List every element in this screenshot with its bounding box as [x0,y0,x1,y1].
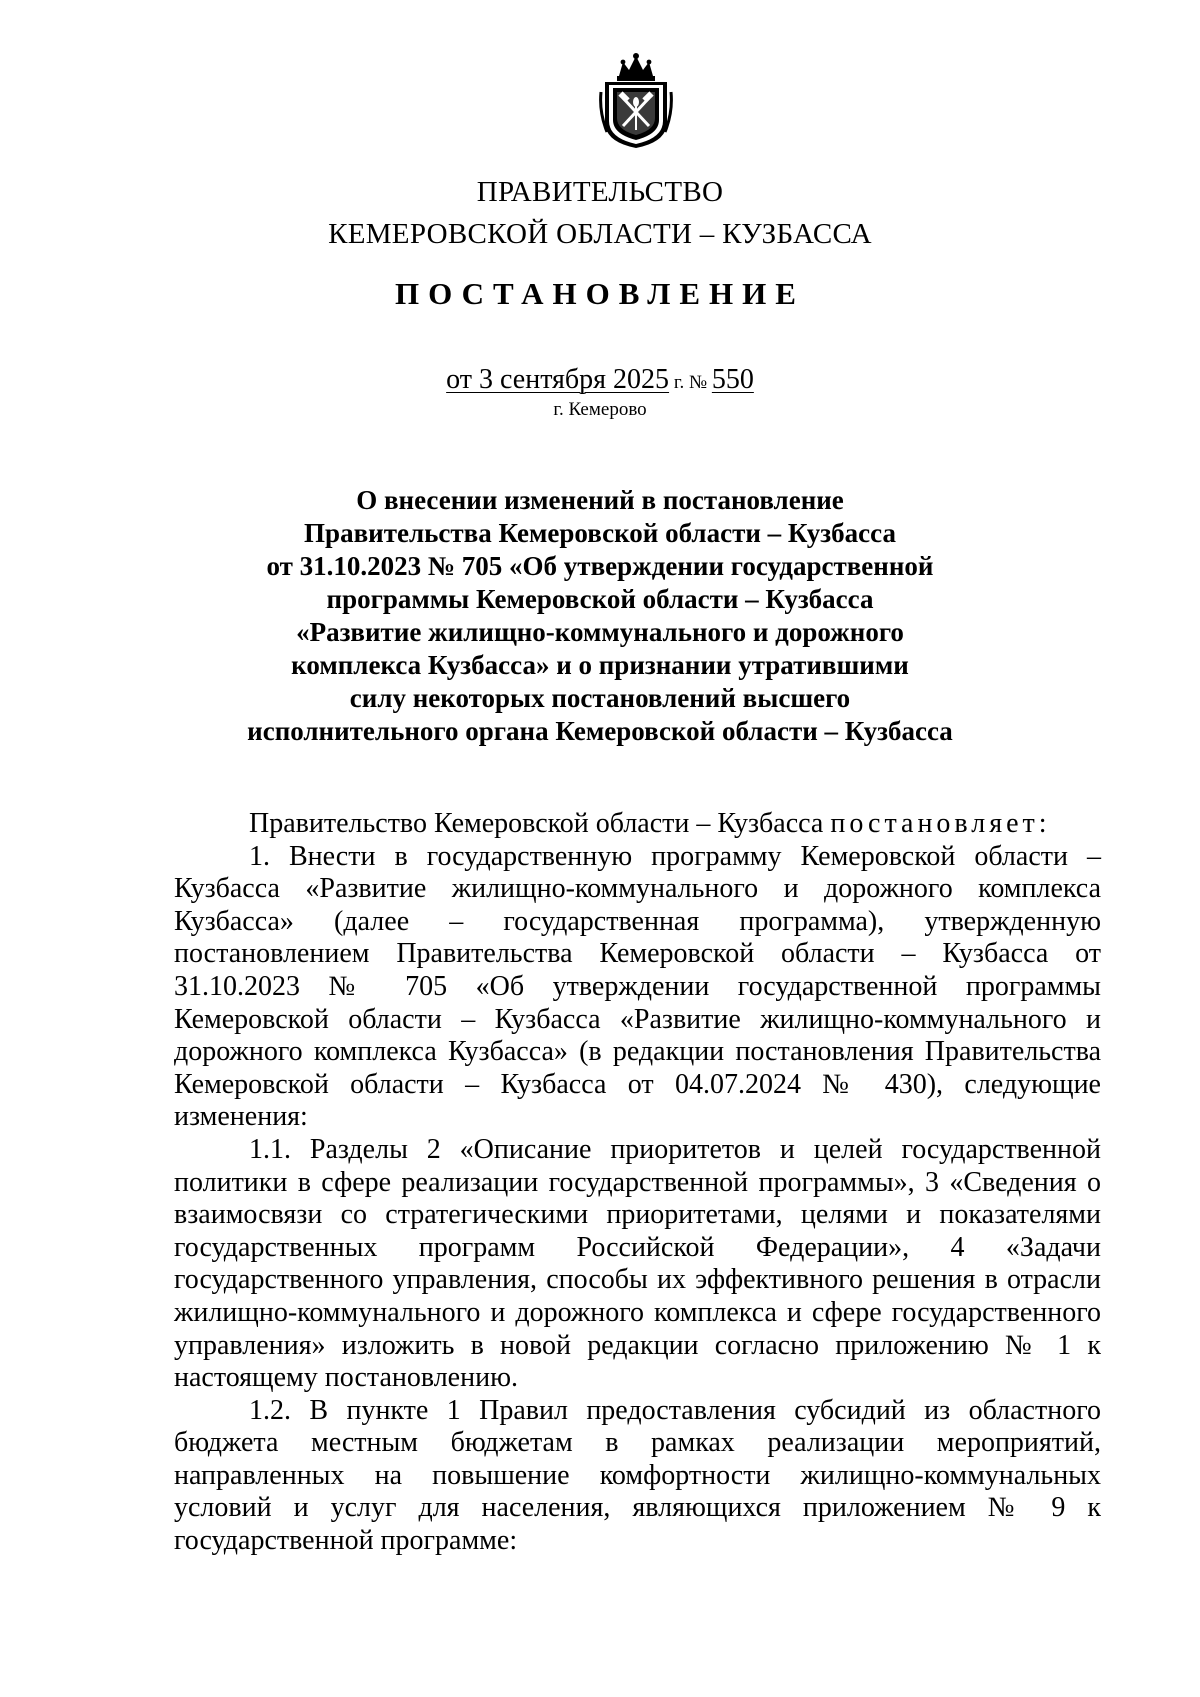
document-title [0,484,1200,748]
date-number-line [0,364,1200,396]
title-line: комплекса Кузбасса» и о признании утратившими [291,650,909,680]
document-city: г. Кемерово [553,399,647,420]
government-name-line1: ПРАВИТЕЛЬСТВО [476,176,724,208]
document-body [174,808,1101,1558]
document-number: 550 [711,364,754,395]
number-sign: № [688,372,712,393]
intro-text: Правительство Кемеровской области – Кузбасса [249,808,831,839]
body-paragraph: 1.1. Разделы 2 «Описание приоритетов и целей государственной политики в сфере реализации государственной программы», 3 «Сведения о взаимосвязи со стратегическими приоритетами, целями и показателями государственных программ Российской Федерации», 4 «Задачи государственного управления, способы их эффективного решения в отрасли жилищно-коммунального и дорожного комплекса и сфере государственного управления» изложить в новой редакции согласно приложению № 1 к настоящему постановлению. [174,1133,1101,1394]
document-date: от 3 сентября 2025 [446,364,670,395]
document-type: ПОСТАНОВЛЕНИЕ [395,276,805,311]
title-line: силу некоторых постановлений высшего [349,683,851,713]
title-line: Правительства Кемеровской области – Кузбасса [304,518,896,548]
title-line: «Развитие жилищно-коммунального и дорожного [296,617,904,647]
coat-of-arms-icon [597,52,675,150]
government-name-line2: КЕМЕРОВСКОЙ ОБЛАСТИ – КУЗБАССА [328,218,872,250]
body-paragraph: 1. Внести в государственную программу Кемеровской области – Кузбасса «Развитие жилищно-коммунального и дорожного комплекса Кузбасса» (далее – государственная программа), утвержденную постановлением Правительства Кемеровской области – Кузбасса от 31.10.2023 № 705 «Об утверждении государственной программы Кемеровской области – Кузбасса «Развитие жилищно-коммунального и дорожного комплекса Кузбасса» (в редакции постановления Правительства Кемеровской области – Кузбасса от 04.07.2024 № 430), следующие изменения: [174,840,1101,1133]
title-line: исполнительного органа Кемеровской области – Кузбасса [247,716,953,746]
intro-paragraph [174,808,1101,841]
title-line: от 31.10.2023 № 705 «Об утверждении государственной [266,551,934,581]
intro-resolves: постановляет: [830,808,1051,839]
body-paragraph: 1.2. В пункте 1 Правил предоставления субсидий из областного бюджета местным бюджетам в рамках реализации мероприятий, направленных на повышение комфортности жилищно-коммунальных условий и услуг для населения, являющихся приложением № 9 к государственной программе: [174,1394,1101,1557]
title-line: О внесении изменений в постановление [356,485,844,515]
year-suffix: г. [669,372,689,393]
title-line: программы Кемеровской области – Кузбасса [326,584,874,614]
